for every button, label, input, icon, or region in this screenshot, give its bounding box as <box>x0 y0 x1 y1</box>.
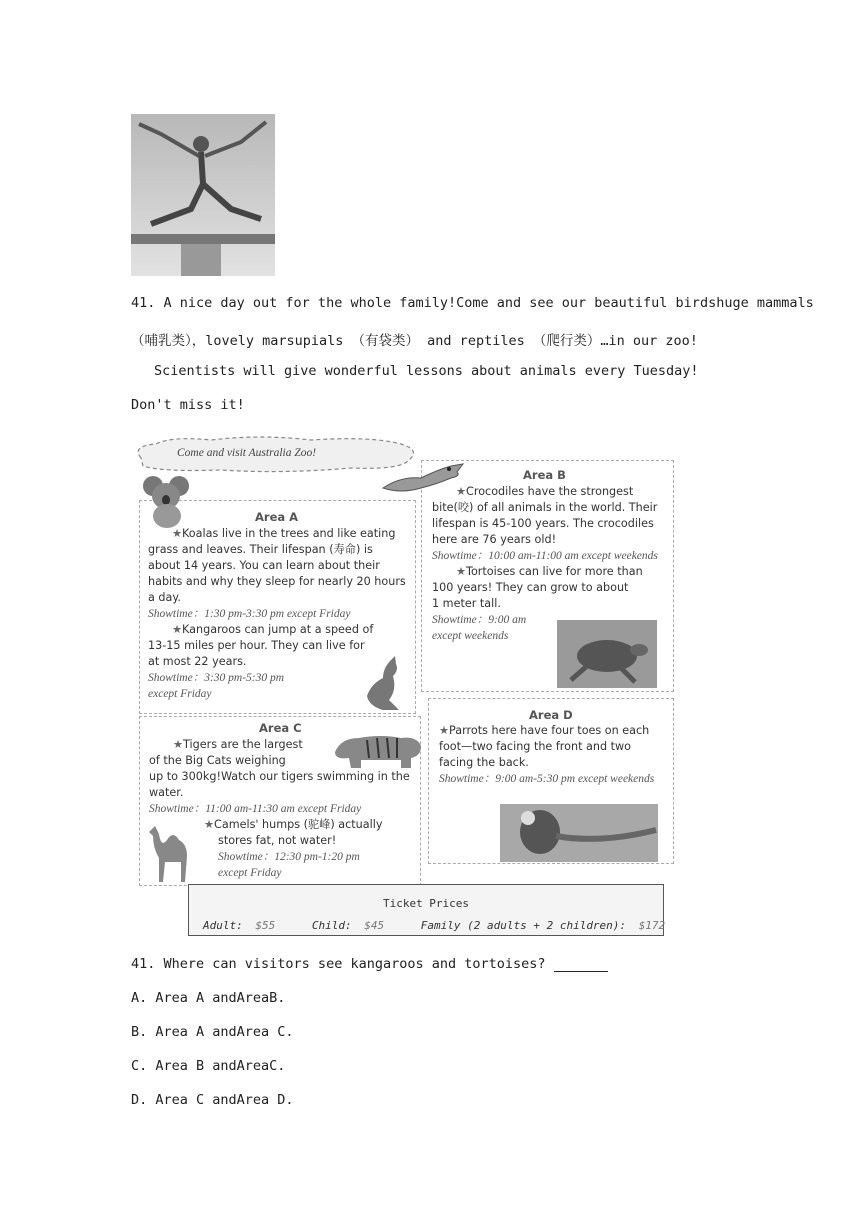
croc-line-2: bite(咬) of all animals in the world. Their <box>432 501 658 514</box>
croc-line-4: here are 76 years old! <box>432 533 557 546</box>
croc-showtime: Showtime：10:00 am-11:00 am except weekends <box>432 550 658 562</box>
parrot-photo <box>500 804 658 862</box>
tortoise-line-3: 1 meter tall. <box>432 597 501 610</box>
tiger-showtime: Showtime：11:00 am-11:30 am except Friday <box>149 803 362 815</box>
area-d-text <box>439 723 675 787</box>
tortoise-photo <box>557 620 657 688</box>
intro-line-2: （哺乳类），lovely marsupials （有袋类） and reptiles （爬行类）…in our zoo! <box>131 333 698 349</box>
star-icon: ★ <box>172 527 183 540</box>
tiger-line-3: up to 300kg!Watch our tigers swimming in the <box>149 770 410 783</box>
kangaroo-line-3: at most 22 years. <box>148 655 247 668</box>
area-c-title: Area C <box>259 721 302 735</box>
banner-text: Come and visit Australia Zoo! <box>177 447 317 459</box>
ticket-title: Ticket Prices <box>382 897 470 910</box>
tiger-line-1: Tigers are the largest <box>183 738 303 751</box>
intro-line-3: Scientists will give wonderful lessons about animals every Tuesday! <box>154 363 699 379</box>
parrot-showtime: Showtime：9:00 am-5:30 pm except weekends <box>439 773 655 785</box>
kangaroo-line-2: 13-15 miles per hour. They can live for <box>148 639 365 652</box>
star-icon: ★ <box>204 818 215 831</box>
parrot-line-3: facing the back. <box>439 756 529 769</box>
kangaroo-showtime-2: except Friday <box>148 688 212 700</box>
tiger-line-4: water. <box>149 786 184 799</box>
area-a-title: Area A <box>255 510 299 524</box>
intro-line-1: 41. A nice day out for the whole family!Come and see our beautiful birdshuge mammals <box>131 295 814 311</box>
star-icon: ★ <box>439 724 450 737</box>
ticket-row <box>203 919 665 932</box>
tortoise-showtime: Showtime：9:00 am <box>432 614 527 626</box>
option-c[interactable]: C. Area B andAreaC. <box>131 1058 286 1074</box>
option-d[interactable]: D. Area C andArea D. <box>131 1092 294 1108</box>
koala-icon <box>141 472 191 528</box>
zoo-poster <box>131 434 676 940</box>
child-price: $45 <box>364 919 385 932</box>
koala-showtime: Showtime：1:30 pm-3:30 pm except Friday <box>148 608 351 620</box>
child-label: Child: <box>311 919 352 932</box>
ticket-prices-box <box>188 884 664 936</box>
family-price: $172 <box>638 919 666 932</box>
tortoise-line-1: Tortoises can live for more than <box>466 565 643 578</box>
croc-line-3: lifespan is 45-100 years. The crocodiles <box>432 517 654 530</box>
answer-blank[interactable] <box>554 957 608 972</box>
camel-icon <box>145 818 195 884</box>
question-text: 41. Where can visitors see kangaroos and tortoises? <box>131 956 546 972</box>
star-icon: ★ <box>456 565 467 578</box>
parrot-line-1: Parrots here have four toes on each <box>449 724 650 737</box>
star-icon: ★ <box>173 738 184 751</box>
kangaroo-icon <box>363 656 403 712</box>
croc-line-1: Crocodiles have the strongest <box>466 485 634 498</box>
kangaroo-line-1: Kangaroos can jump at a speed of <box>182 623 374 636</box>
parrot-line-2: foot—two facing the front and two <box>439 740 632 753</box>
camel-line-2: stores fat, not water! <box>218 834 337 847</box>
camel-line-1: Camels' humps (驼峰) actually <box>214 818 383 831</box>
kangaroo-showtime: Showtime：3:30 pm-5:30 pm <box>148 672 285 684</box>
option-b[interactable]: B. Area A andArea C. <box>131 1024 294 1040</box>
camel-showtime: Showtime：12:30 pm-1:20 pm <box>218 851 360 863</box>
koala-line-2: grass and leaves. Their lifespan (寿命) is <box>148 543 373 556</box>
camel-showtime-2: except Friday <box>218 867 282 879</box>
adult-label: Adult: <box>203 919 243 932</box>
area-d-title: Area D <box>529 708 573 722</box>
koala-line-5: a day. <box>148 591 181 604</box>
question-stem <box>131 956 608 972</box>
koala-line-3: about 14 years. You can learn about their <box>148 559 380 572</box>
tiger-line-2: of the Big Cats weighing <box>149 754 286 767</box>
intro-line-4: Don't miss it! <box>131 397 245 413</box>
area-b-title: Area B <box>523 468 566 482</box>
star-icon: ★ <box>172 623 183 636</box>
tortoise-line-2: 100 years! They can grow to about <box>432 581 629 594</box>
gymnast-photo <box>131 114 275 276</box>
option-a[interactable]: A. Area A andAreaB. <box>131 990 286 1006</box>
star-icon: ★ <box>456 485 467 498</box>
koala-line-1: Koalas live in the trees and like eating <box>182 527 396 540</box>
adult-price: $55 <box>255 919 276 932</box>
tortoise-showtime-2: except weekends <box>432 630 509 642</box>
family-label: Family (2 adults + 2 children): <box>420 919 627 932</box>
koala-line-4: habits and why they sleep for nearly 20 hours <box>148 575 406 588</box>
